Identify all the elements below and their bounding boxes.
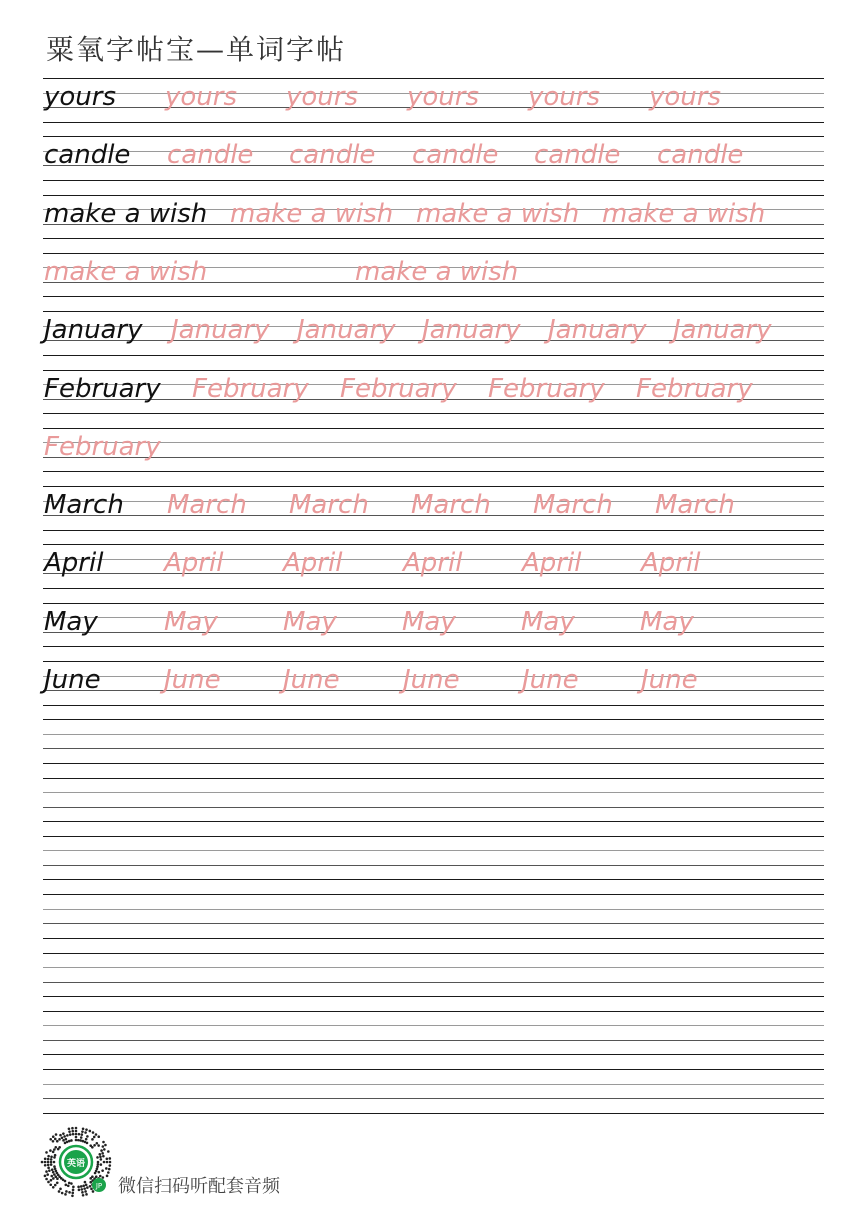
rule-line xyxy=(43,953,824,954)
trace-word: March xyxy=(167,490,247,521)
footer-caption: 微信扫码听配套音频 xyxy=(118,1176,280,1197)
trace-word: March xyxy=(289,490,369,521)
svg-text:JP: JP xyxy=(95,1182,103,1190)
rule-line xyxy=(43,544,824,545)
practice-sheet xyxy=(43,0,824,1227)
rule-line xyxy=(43,370,824,371)
rule-line xyxy=(43,982,824,983)
rule-line xyxy=(43,719,824,720)
rule-line xyxy=(43,705,824,706)
trace-word: candle xyxy=(289,140,376,171)
trace-word: make a wish xyxy=(355,256,519,287)
rule-line xyxy=(43,748,824,749)
rule-line xyxy=(43,253,824,254)
rule-line xyxy=(43,78,824,79)
rule-line xyxy=(43,311,824,312)
trace-word: January xyxy=(673,315,772,346)
rule-line xyxy=(43,1011,824,1012)
trace-word: February xyxy=(488,373,605,404)
rule-line xyxy=(43,1084,824,1085)
rule-line xyxy=(43,850,824,851)
model-word: June xyxy=(44,665,101,695)
trace-word: make a wish xyxy=(44,256,208,287)
trace-word: January xyxy=(297,315,396,346)
trace-word: January xyxy=(422,315,521,346)
svg-text:英语: 英语 xyxy=(66,1159,86,1169)
trace-word: January xyxy=(171,315,270,346)
trace-word: May xyxy=(521,606,575,637)
rule-line xyxy=(43,471,824,472)
rule-line xyxy=(43,821,824,822)
rule-line xyxy=(43,355,824,356)
page-title: 粟氧字帖宝—单词字帖 xyxy=(46,33,347,66)
trace-word: make a wish xyxy=(416,198,580,229)
rule-line xyxy=(43,1098,824,1099)
rule-line xyxy=(43,836,824,837)
trace-word: make a wish xyxy=(602,198,766,229)
rule-line xyxy=(43,879,824,880)
rule-line xyxy=(43,1113,824,1114)
rule-line xyxy=(43,603,824,604)
rule-line xyxy=(43,530,824,531)
model-word: April xyxy=(44,548,104,579)
trace-word: February xyxy=(44,431,161,462)
trace-word: make a wish xyxy=(230,198,394,229)
rule-line xyxy=(43,661,824,662)
rule-line xyxy=(43,413,824,414)
rule-line xyxy=(43,486,824,487)
rule-line xyxy=(43,1054,824,1055)
trace-word: June xyxy=(164,665,221,695)
trace-word: April xyxy=(522,548,582,579)
rule-line xyxy=(43,1040,824,1041)
rule-line xyxy=(43,180,824,181)
trace-word: May xyxy=(402,606,456,637)
trace-word: yours xyxy=(407,82,480,112)
trace-word: March xyxy=(411,490,491,521)
trace-word: June xyxy=(522,665,579,695)
rule-line xyxy=(43,996,824,997)
rule-line xyxy=(43,909,824,910)
trace-word: yours xyxy=(528,82,601,112)
model-word: March xyxy=(44,490,124,521)
trace-word: January xyxy=(548,315,647,346)
rule-line xyxy=(43,588,824,589)
trace-word: yours xyxy=(649,82,722,112)
rule-line xyxy=(43,1025,824,1026)
rule-line xyxy=(43,967,824,968)
trace-word: February xyxy=(636,373,753,404)
rule-line xyxy=(43,195,824,196)
rule-line xyxy=(43,646,824,647)
trace-word: candle xyxy=(534,140,621,171)
trace-word: March xyxy=(655,490,735,521)
rule-line xyxy=(43,1069,824,1070)
trace-word: May xyxy=(640,606,694,637)
trace-word: May xyxy=(164,606,218,637)
trace-word: candle xyxy=(167,140,254,171)
rule-line xyxy=(43,428,824,429)
rule-line xyxy=(43,122,824,123)
rule-line xyxy=(43,734,824,735)
trace-word: June xyxy=(641,665,698,695)
trace-word: April xyxy=(403,548,463,579)
rule-line xyxy=(43,923,824,924)
rule-line xyxy=(43,894,824,895)
model-word: January xyxy=(44,315,143,346)
model-word: May xyxy=(44,606,98,637)
trace-word: February xyxy=(340,373,457,404)
trace-word: June xyxy=(283,665,340,695)
rule-line xyxy=(43,238,824,239)
trace-word: April xyxy=(641,548,701,579)
trace-word: April xyxy=(164,548,224,579)
model-word: make a wish xyxy=(44,198,208,229)
rule-line xyxy=(43,763,824,764)
rule-line xyxy=(43,865,824,866)
trace-word: candle xyxy=(412,140,499,171)
trace-word: May xyxy=(283,606,337,637)
trace-word: March xyxy=(533,490,613,521)
rule-line xyxy=(43,792,824,793)
qr-code-icon[interactable] xyxy=(40,1126,112,1198)
rule-line xyxy=(43,938,824,939)
trace-word: yours xyxy=(286,82,359,112)
trace-word: yours xyxy=(165,82,238,112)
footer xyxy=(40,1126,340,1198)
trace-word: February xyxy=(192,373,309,404)
rule-line xyxy=(43,136,824,137)
model-word: candle xyxy=(44,140,131,171)
trace-word: April xyxy=(283,548,343,579)
rule-line xyxy=(43,296,824,297)
trace-word: June xyxy=(403,665,460,695)
rule-line xyxy=(43,807,824,808)
model-word: February xyxy=(44,373,161,404)
rule-line xyxy=(43,778,824,779)
trace-word: candle xyxy=(657,140,744,171)
model-word: yours xyxy=(44,82,117,112)
